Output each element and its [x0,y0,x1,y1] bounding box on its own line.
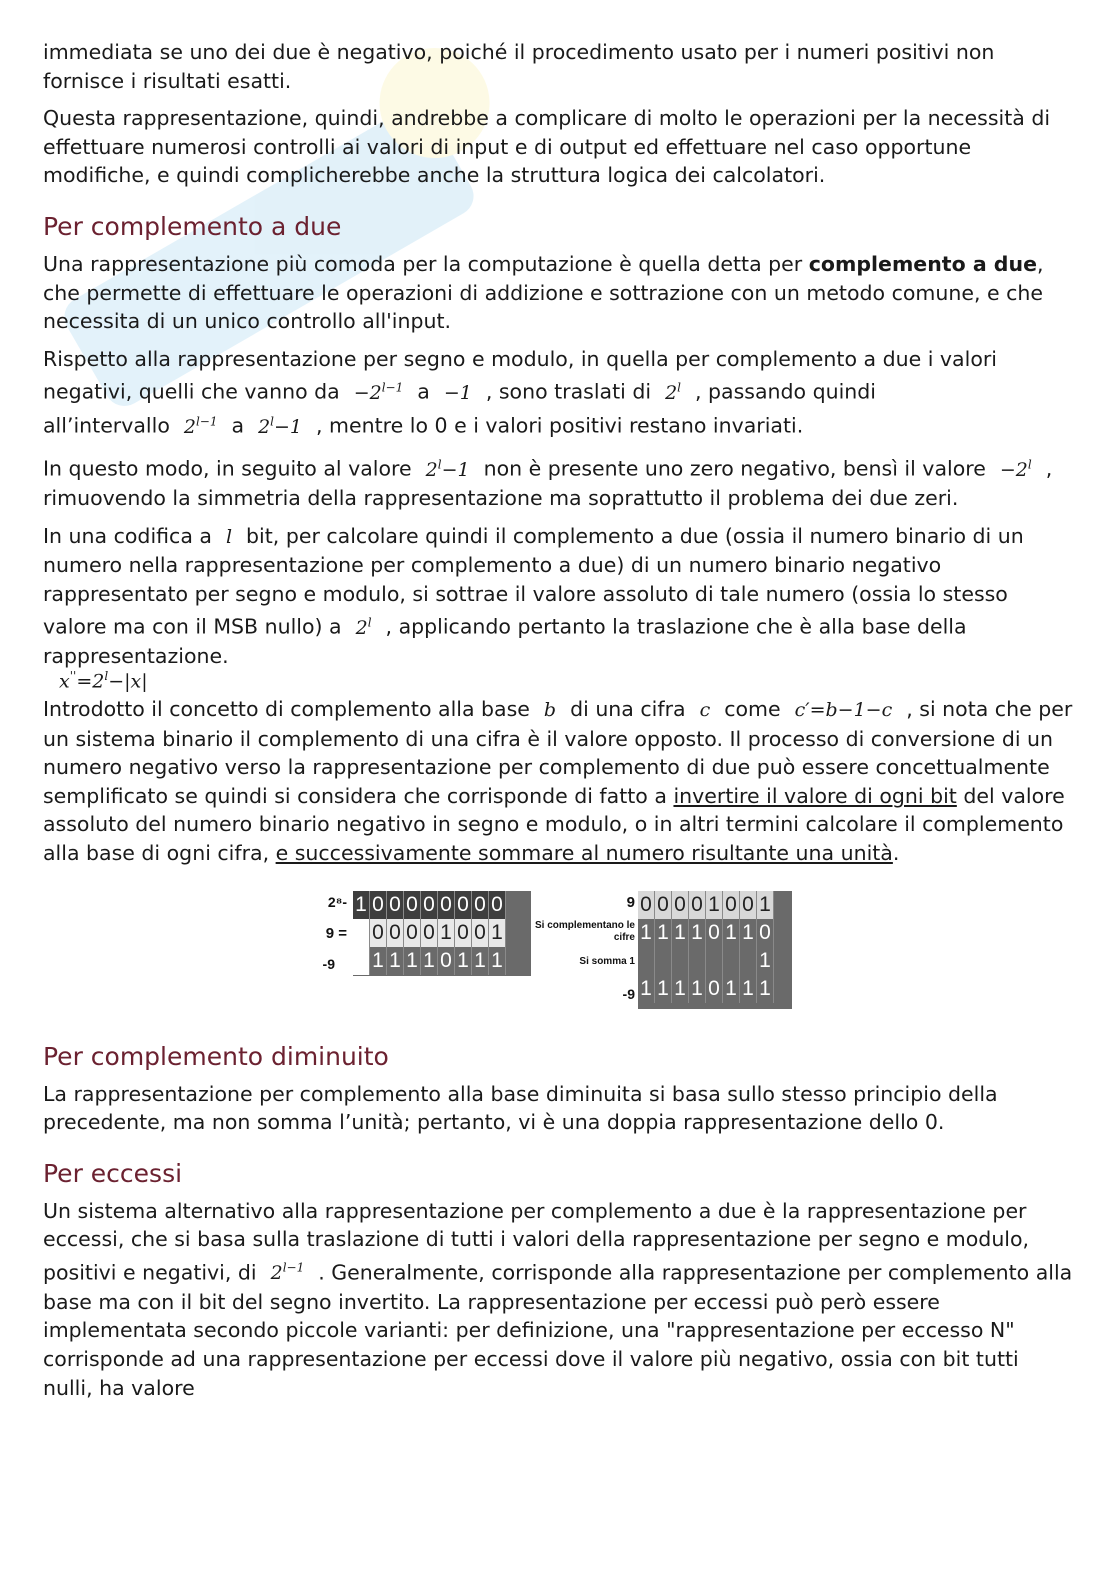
binary-table-right [638,891,792,1009]
right-table-cell: 1 [757,975,774,1003]
right-table-cell: 1 [672,919,689,947]
right-table-row-3 [638,975,792,1003]
formula-complemento: $x''=2^l-|x|$ [59,669,148,693]
left-table-cell: 0 [438,947,455,975]
left-table-cell: 0 [387,919,404,947]
right-table-cell: 1 [655,975,672,1003]
math-comp-def: c′=b−1−c [794,699,893,721]
left-table-cell [353,919,370,947]
left-table-cell: 1 [455,947,472,975]
math-neg-2-pow-l: $-2^l$ [999,457,1032,481]
right-table-cell [689,947,706,975]
fig-right-label-2: Si complementano le cifre [534,919,635,943]
right-table-cell: 1 [740,919,757,947]
right-table-cell: 1 [706,891,723,919]
paragraph-complemento-base: Introdotto il concetto di complemento alla base b di una cifra c come c′=b−1−c , si nota che per un sistema binario il complemento di una cifra è il valore opposto. Il processo di conversione di un numero negativo verso la rappresentazione per complemento di due può essere concettualmente semplificato se quindi si considera che corrisponde di fatto a invertire il valore di ogni bit del valore assoluto del numero binario negativo in segno e modulo, o in altri termini calcolare il complemento alla base di ogni cifra, e successivamente sommare al numero risultante una unità. [43,697,1073,865]
left-table-cell: 1 [472,947,489,975]
math-b: b [543,699,557,721]
left-table-cell: 1 [404,947,421,975]
left-table-cell: 0 [421,891,438,919]
right-table-cell: 0 [672,891,689,919]
right-table-cell: 0 [655,891,672,919]
right-table-cell [740,947,757,975]
left-table-cell: 0 [438,891,455,919]
left-table-cell: 1 [489,919,506,947]
heading-complemento-a-due: Per complemento a due [43,211,342,241]
math-2-pow-l-1: $2^{l-1}$ [183,414,218,438]
fig-left-label-2: 9 = [325,924,347,942]
paragraph-complemento-diminuito: La rappresentazione per complemento alla base diminuita si basa sullo stesso principio della precedente, ma non somma l’unità; pertanto, vi è una doppia rappresentazione dello 0. [43,1081,998,1135]
fig-right-label-4: -9 [622,985,635,1002]
left-table-cell: 0 [404,891,421,919]
math-2-pow-l-1-b: $2^{l-1}$ [270,1260,305,1285]
right-table-cell [723,947,740,975]
right-table-row-1 [638,919,792,947]
right-table-row-2 [638,947,792,975]
right-table-cell: 1 [740,975,757,1003]
left-table-row-1 [353,919,531,947]
left-table-cell: 1 [421,947,438,975]
left-table-row-2 [353,947,531,975]
binary-table-left [353,891,531,976]
right-table-cell: 0 [706,919,723,947]
math-neg-2-pow: $-2^{l-1}$ [353,380,404,404]
left-table-cell [353,947,370,975]
right-table-cell: 1 [723,919,740,947]
paragraph-complication: Questa rappresentazione, quindi, andrebbe a complicare di molto le operazioni per la necessità di effettuare numerosi controlli ai valori di input e di output ed effettuare nel caso opportune modifiche, e quindi complicherebbe anche la struttura logica dei calcolatori. [43,106,1051,188]
math-2-pow-l-b: 2$^l$ [355,615,372,639]
right-table-cell: 1 [638,975,655,1003]
right-table-cell: 1 [689,919,706,947]
right-table-cell: 1 [757,947,774,975]
left-table-cell: 0 [370,919,387,947]
fig-right-label-1: 9 [626,893,635,911]
left-table-cell: 0 [370,891,387,919]
fig-right-label-3: Si somma 1 [579,955,635,967]
right-table-cell: 0 [723,891,740,919]
left-table-cell: 0 [455,919,472,947]
left-table-cell: 0 [472,919,489,947]
right-table-cell: 0 [757,919,774,947]
right-table-cell [672,947,689,975]
right-table-cell: 1 [672,975,689,1003]
fig-left-label-1: 2⁸- [327,893,347,910]
left-table-cell: 1 [438,919,455,947]
left-table-row-0 [353,891,531,919]
left-table-cell: 0 [455,891,472,919]
left-table-cell: 0 [472,891,489,919]
figure-complemento-a-due [43,886,1073,1016]
fig-left-label-3: -9 [322,955,335,972]
left-table-cell: 0 [387,891,404,919]
right-table-cell: 0 [638,891,655,919]
right-table-row-0 [638,891,792,919]
heading-eccessi: Per eccessi [43,1158,183,1188]
paragraph-traslazione: Rispetto alla rappresentazione per segno e modulo, in quella per complemento a due i valori negativi, quelli che vanno da $-2^{l-1}$ a −1 , sono traslati di 2$^l$ , passando quindi all’intervallo $2^{l-1}$ a $2^l-1$ , mentre lo 0 e i valori positivi restano invariati. [43,346,997,438]
math-l: l [225,525,233,548]
left-table-cell: 1 [370,947,387,975]
right-table-cell [638,947,655,975]
math-neg-one: −1 [443,381,472,404]
paragraph-complemento-intro: Una rappresentazione più comoda per la computazione è quella detta per complemento a due, che permette di effettuare le operazioni di addizione e sottrazione con un metodo comune, e che necessita di un unico controllo all'input. [43,251,1044,334]
paragraph-eccessi: Un sistema alternativo alla rappresentazione per complemento a due è la rappresentazione per eccessi, che si basa sulla traslazione di tutti i valori della rappresentazione per segno e modulo, positivi e negativi, di $2^{l-1}$ . Generalmente, corrisponde alla rappresentazione per complemento alla base ma con il bit del segno invertito. La rappresentazione per eccessi può però essere implementata secondo piccole varianti: per definizione, una "rappresentazione per eccesso N" corrisponde ad una rappresentazione per eccessi dove il valore più negativo, ossia con bit tutti nulli, ha valore [43,1198,1073,1400]
right-table-cell: 1 [723,975,740,1003]
left-table-cell: 1 [387,947,404,975]
right-table-cell: 0 [740,891,757,919]
right-table-cell: 1 [638,919,655,947]
document-page [43,38,1073,1411]
left-table-cell: 0 [404,919,421,947]
right-table-cell: 1 [689,975,706,1003]
right-table-cell: 1 [655,919,672,947]
heading-complemento-diminuito: Per complemento diminuito [43,1041,389,1071]
right-table-cell [706,947,723,975]
right-table-cell: 0 [706,975,723,1003]
left-table-cell: 0 [489,891,506,919]
paragraph-codifica: In una codifica a l bit, per calcolare quindi il complemento a due (ossia il numero binario di un numero nella rappresentazione per complemento a due) di un numero binario negativo rappresentato per segno e modulo, si sottrae il valore assoluto di tale numero (ossia lo stesso valore ma con il MSB nullo) a 2$^l$ , applicando pertanto la traslazione che è alla base della rappresentazione. [43,523,1024,669]
math-2-pow-l-minus-1: $2^l-1$ [258,414,303,438]
right-table-cell [655,947,672,975]
math-2-pow-l-minus-1b: $2^l-1$ [425,457,470,481]
math-c: c [699,699,711,721]
right-table-cell: 1 [757,891,774,919]
left-table-cell: 1 [353,891,370,919]
math-2-pow-l: 2$^l$ [665,380,681,404]
left-table-cell: 1 [489,947,506,975]
left-table-cell: 0 [421,919,438,947]
paragraph-zero-negativo: In questo modo, in seguito al valore $2^l-1$ non è presente uno zero negativo, bensì il valore $-2^l$ , rimuovendo la simmetria della rappresentazione ma soprattutto il problema dei due zeri. [43,456,1053,511]
paragraph-intro: immediata se uno dei due è negativo, poiché il procedimento usato per i numeri positivi non fornisce i risultati esatti. [43,40,995,93]
right-table-cell: 0 [689,891,706,919]
